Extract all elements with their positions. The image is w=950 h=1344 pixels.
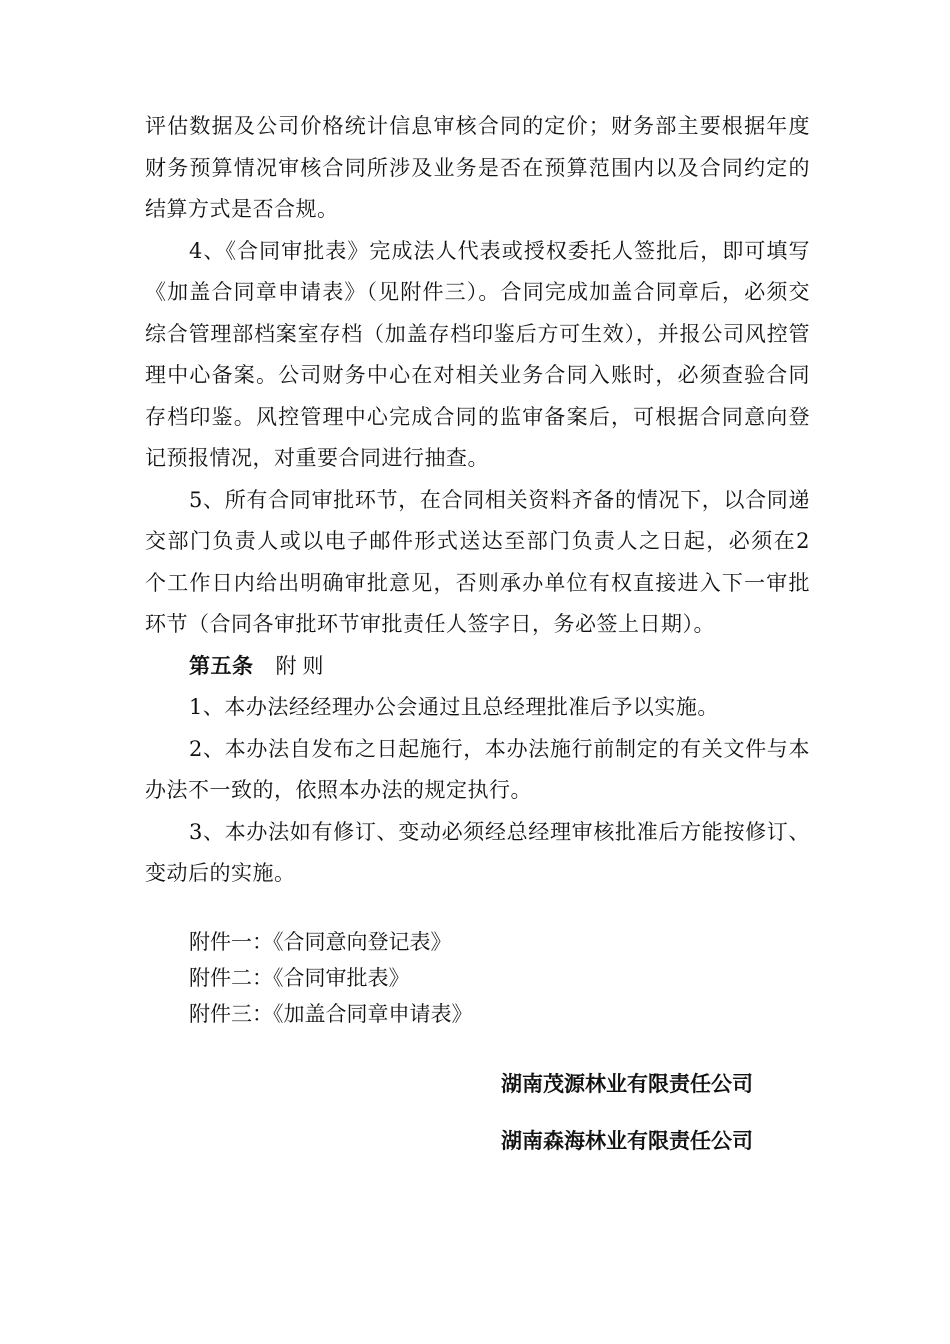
company-signature: 湖南森海林业有限责任公司 [501, 1129, 753, 1153]
item-number: 3、 [189, 819, 225, 844]
article-heading [145, 646, 810, 688]
signature-block [501, 1064, 753, 1178]
attachment-item: 附件三：《加盖合同章申请表》 [189, 1002, 473, 1026]
attachment-item: 附件二：《合同审批表》 [189, 966, 410, 990]
item-text: 本办法经经理办公会通过且总经理批准后予以实施。 [224, 695, 719, 719]
attachment-list [189, 924, 473, 1032]
item-text-continued: 个工作日内给出明确审批意见，否则承办单位有权直接进入下一审批环节（合同各审批环节审批责任人签字日，务必签上日期）。 [145, 570, 810, 636]
document-body [145, 106, 810, 895]
item-text: 本办法自发布之日起施行，本办法施行前制定的有关文件与本办法不一致的，依照本办法的规定执行。 [145, 736, 810, 802]
item-number: 4、 [189, 238, 226, 263]
paragraph-article-item-3 [145, 812, 810, 895]
item-number: 5、 [189, 487, 225, 512]
paragraph-item-5 [145, 480, 810, 646]
company-signature: 湖南茂源林业有限责任公司 [501, 1072, 753, 1096]
item-text: 《合同审批表》完成法人代表或授权委托人签批后，即可填写《加盖合同章申请表》（见附件三）。合同完成加盖合同章后，必须交综合管理部档案室存档（加盖存档印鉴后方可生效），并报公司风控管理中心备案。公司财务中心在对相关业务合同入账时，必须查验合同存档印鉴。风控管理中心完成合同的监审备案后，可根据合同意向登记预报情况，对重要合同进行抽查。 [145, 238, 810, 470]
inline-number: 2 [796, 529, 810, 553]
paragraph-article-item-2 [145, 729, 810, 812]
paragraph-continuation: 评估数据及公司价格统计信息审核合同的定价；财务部主要根据年度财务预算情况审核合同所涉及业务是否在预算范围内以及合同约定的结算方式是否合规。 [145, 114, 810, 221]
item-number: 1、 [189, 695, 225, 719]
paragraph-article-item-1 [145, 687, 810, 729]
article-title: 附则 [275, 653, 330, 678]
attachment-item: 附件一：《合同意向登记表》 [189, 930, 452, 954]
paragraph-item-4 [145, 231, 810, 480]
article-number: 第五条 [189, 653, 254, 678]
item-number: 2、 [189, 736, 225, 761]
item-text: 本办法如有修订、变动必须经总经理审核批准后方能按修订、变动后的实施。 [145, 819, 810, 885]
item-text: 所有合同审批环节，在合同相关资料齐备的情况下，以合同递交部门负责人或以电子邮件形式送达至部门负责人之日起，必须在 [145, 487, 810, 553]
